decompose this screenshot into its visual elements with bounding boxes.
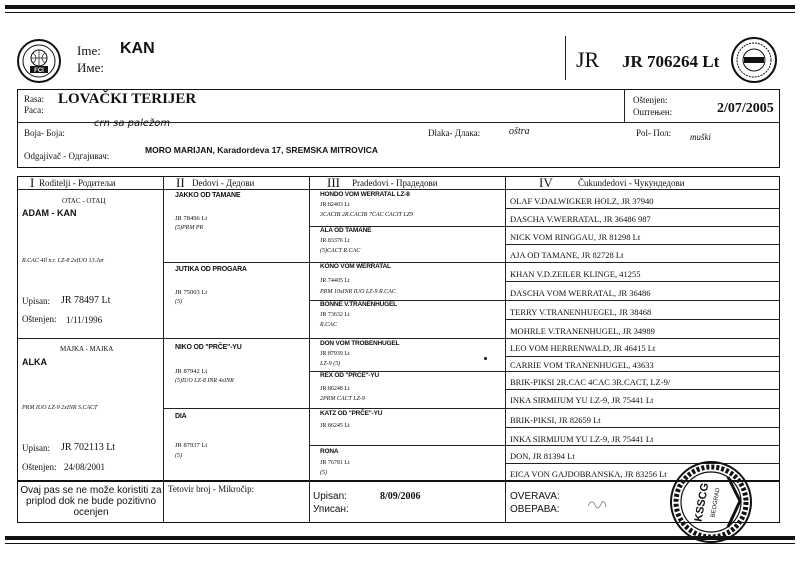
greatgrandparent-reg: JR 83376 Lt bbox=[320, 238, 350, 244]
whelped-value: 2/07/2005 bbox=[717, 101, 774, 116]
registered-value: 8/09/2006 bbox=[380, 491, 421, 502]
col1-num: I bbox=[30, 175, 35, 190]
grandparent-name: NIKO OD "PRČE"-YU bbox=[175, 344, 242, 351]
gggrandparent: AJA OD TAMANE, JR 82728 Lt bbox=[510, 250, 624, 260]
mother-upisan-value: JR 702113 Lt bbox=[61, 442, 116, 453]
greatgrandparent-titles: R.CAC bbox=[320, 322, 337, 328]
breed-value: LOVAČKI TERIJER bbox=[58, 91, 197, 107]
col3-label: Pradedovi - Прадедови bbox=[352, 178, 438, 188]
breed-label-cyr: Раса: bbox=[24, 105, 44, 115]
greatgrandparent-reg: JR 86248 Lt bbox=[320, 386, 350, 392]
greatgrandparent-titles: 2PRM CACT LZ-9 bbox=[320, 396, 365, 402]
greatgrandparent-name: BONNE V.TRANENHUGEL bbox=[320, 301, 397, 308]
gggrandparent: INKA SIRMIJUM YU LZ-9, JR 75441 Lt bbox=[510, 434, 654, 444]
grandparent-name: JAKKO OD TAMANE bbox=[175, 192, 241, 199]
breeder-label: Odgajivač - Одгајивач: bbox=[24, 151, 110, 161]
grandparent-titles: (5) bbox=[175, 453, 182, 459]
father-label: OTAC - ОТАЦ bbox=[62, 197, 106, 205]
col4-label: Čukundedovi - Чукундедови bbox=[578, 178, 685, 188]
mother-label: MAJKA - МАЈКА bbox=[60, 345, 114, 353]
svg-text:BEOGRAD: BEOGRAD bbox=[710, 487, 722, 518]
reg-prefix: JR bbox=[576, 47, 600, 72]
kennel-seal bbox=[730, 36, 778, 84]
breeder-value: MORO MARIJAN, Karadordeva 17, SREMSKA MITROVICA bbox=[145, 145, 378, 155]
grandparent-name: JUTIKA OD PROGARA bbox=[175, 266, 247, 273]
father-titles: R.CAC 4Il n.r. LZ-8 2xIUO 13.Jar bbox=[22, 258, 105, 264]
greatgrandparent-reg: JR 76781 Lt bbox=[320, 460, 350, 466]
breeding-notice: Ovaj pas se ne može koristiti za priplod dok ne bude pozitivno ocenjen bbox=[20, 485, 162, 518]
greatgrandparent-name: REX OD "PRČE"-YU bbox=[320, 372, 379, 379]
mother-whelped-value: 24/08/2001 bbox=[64, 462, 106, 472]
certified-label-cyr: ОВЕРАВА: bbox=[510, 504, 560, 515]
coat-label: Dlaka- Длака: bbox=[428, 128, 481, 138]
breed-label-lat: Rasa: bbox=[24, 94, 44, 104]
greatgrandparent-reg: JR 82403 Lt bbox=[320, 202, 350, 208]
gggrandparent: DON, JR 81394 Lt bbox=[510, 451, 575, 461]
gggrandparent: BRIK-PIKSI 2R.CAC 4CAC 3R.CACT, LZ-9/ bbox=[510, 377, 671, 387]
greatgrandparent-reg: JR 87939 Lt bbox=[320, 351, 350, 357]
bottom-border bbox=[5, 536, 795, 540]
gggrandparent: DASCHA V.WERRATAL, JR 36486 987 bbox=[510, 214, 651, 224]
official-stamp bbox=[668, 459, 754, 545]
sex-value: muški bbox=[690, 132, 711, 142]
signature bbox=[586, 496, 608, 510]
col1-label: Roditelji - Родитељи bbox=[39, 178, 116, 188]
greatgrandparent-name: RONA bbox=[320, 448, 339, 455]
gggrandparent: BRIK-PIKSI, JR 82659 Lt bbox=[510, 415, 601, 425]
mother-whelped-label: Oštenjen: bbox=[22, 462, 57, 472]
name-label-lat: Ime: bbox=[77, 43, 101, 58]
greatgrandparent-titles: LZ-9 (5) bbox=[320, 361, 341, 367]
coat-value: oštra bbox=[509, 126, 530, 137]
grandparent-reg: JR 87937 Lt bbox=[175, 442, 208, 449]
certified-label-lat: OVERAVA: bbox=[510, 491, 560, 502]
sex-label: Pol- Пол: bbox=[636, 128, 672, 138]
greatgrandparent-reg: JR 73632 Lt bbox=[320, 312, 350, 318]
greatgrandparent-name: DON VOM TROBENHUGEL bbox=[320, 340, 400, 347]
greatgrandparent-name: KONO VOM WERRATAL bbox=[320, 263, 391, 270]
grandparent-titles: (5)IUO LZ-8 INR 4xINR bbox=[175, 378, 234, 384]
gggrandparent: EICA VON GAJDOBRANSKA, JR 83256 Lt bbox=[510, 469, 667, 479]
gggrandparent: INKA SIRMIJUM YU LZ-9, JR 75441 Lt bbox=[510, 395, 654, 405]
svg-text:KSSCG: KSSCG bbox=[692, 482, 712, 523]
whelped-label-lat: Oštenjen: bbox=[633, 95, 668, 105]
name-label-cyr: Име: bbox=[77, 60, 104, 75]
father-whelped-value: 1/11/1996 bbox=[66, 315, 103, 325]
gggrandparent: CARRIE VOM TRANENHUGEL, 43633 bbox=[510, 360, 654, 370]
color-label: Boja- Боја: bbox=[24, 128, 65, 138]
col3-num: III bbox=[327, 175, 340, 190]
mother-upisan-label: Upisan: bbox=[22, 443, 50, 453]
tattoo-label: Tetovir broj - Mikročip: bbox=[168, 484, 255, 494]
whelped-label-cyr: Оштењен: bbox=[633, 107, 673, 117]
grandparent-reg: JR 78496 Lt bbox=[175, 215, 208, 222]
greatgrandparent-name: ALA OD TAMANE bbox=[320, 227, 372, 234]
father-name: ADAM - KAN bbox=[22, 208, 77, 218]
greatgrandparent-titles: 3CACIB 2R.CACIB 7CAC CACIT LZ9 bbox=[320, 212, 414, 218]
gggrandparent: MOHRLE V.TRANENHUGEL, JR 34989 bbox=[510, 326, 655, 336]
grandparent-titles: (5)PRM PR bbox=[175, 225, 204, 231]
grandparent-name: DIA bbox=[175, 413, 187, 420]
greatgrandparent-name: KATZ OD "PRČE"-YU bbox=[320, 410, 383, 417]
grandparent-titles: (5) bbox=[175, 299, 182, 305]
header-divider bbox=[565, 36, 566, 80]
father-whelped-label: Oštenjen: bbox=[22, 314, 57, 324]
svg-text:FCI: FCI bbox=[34, 68, 44, 74]
color-value: crn sa paležom bbox=[94, 118, 171, 129]
greatgrandparent-titles: (5)CACT R.CAC bbox=[320, 248, 361, 254]
col2-num: II bbox=[176, 175, 185, 190]
pedigree-table bbox=[17, 176, 780, 481]
mother-name: ALKA bbox=[22, 357, 47, 367]
gggrandparent: KHAN V.D.ZEILER KLINGE, 41255 bbox=[510, 269, 641, 279]
greatgrandparent-titles: PRM 10xINR IUO LZ-9 R.CAC bbox=[320, 289, 396, 295]
father-upisan-value: JR 78497 Lt bbox=[61, 295, 111, 306]
registered-label-cyr: Уписан: bbox=[313, 504, 349, 515]
bottom-border-thin bbox=[5, 543, 795, 544]
greatgrandparent-titles: (5) bbox=[320, 470, 327, 476]
gggrandparent: TERRY V.TRANENHUEGEL, JR 38468 bbox=[510, 307, 652, 317]
grandparent-reg: JR 75003 Lt bbox=[175, 289, 208, 296]
col2-label: Dedovi - Дедови bbox=[192, 178, 255, 188]
dog-name: KAN bbox=[120, 40, 155, 57]
fci-logo bbox=[16, 38, 62, 84]
col4-num: IV bbox=[539, 175, 553, 190]
grandparent-reg: JR 87942 Lt bbox=[175, 368, 208, 375]
greatgrandparent-reg: JR 74405 Lt bbox=[320, 278, 350, 284]
gggrandparent: NICK VOM RINGGAU, JR 81298 Lt bbox=[510, 232, 641, 242]
mother-titles: PRM IUO LZ-9 2xINR S.CACT bbox=[22, 405, 98, 411]
father-upisan-label: Upisan: bbox=[22, 296, 50, 306]
greatgrandparent-name: HONDO VOM WERRATAL LZ-8 bbox=[320, 191, 410, 198]
registered-label-lat: Upisan: bbox=[313, 491, 347, 502]
top-border-thin bbox=[5, 12, 795, 13]
dot-mark bbox=[484, 357, 487, 360]
greatgrandparent-reg: JR 86245 Lt bbox=[320, 423, 350, 429]
gggrandparent: LEO VOM HERRENWALD, JR 46415 Lt bbox=[510, 343, 656, 353]
gggrandparent: OLAF V.DALWIGKER HOLZ, JR 37940 bbox=[510, 196, 654, 206]
gggrandparent: DASCHA VOM WERRATAL, JR 36486 bbox=[510, 288, 651, 298]
top-border bbox=[5, 5, 795, 9]
reg-number: JR 706264 Lt bbox=[622, 52, 720, 71]
